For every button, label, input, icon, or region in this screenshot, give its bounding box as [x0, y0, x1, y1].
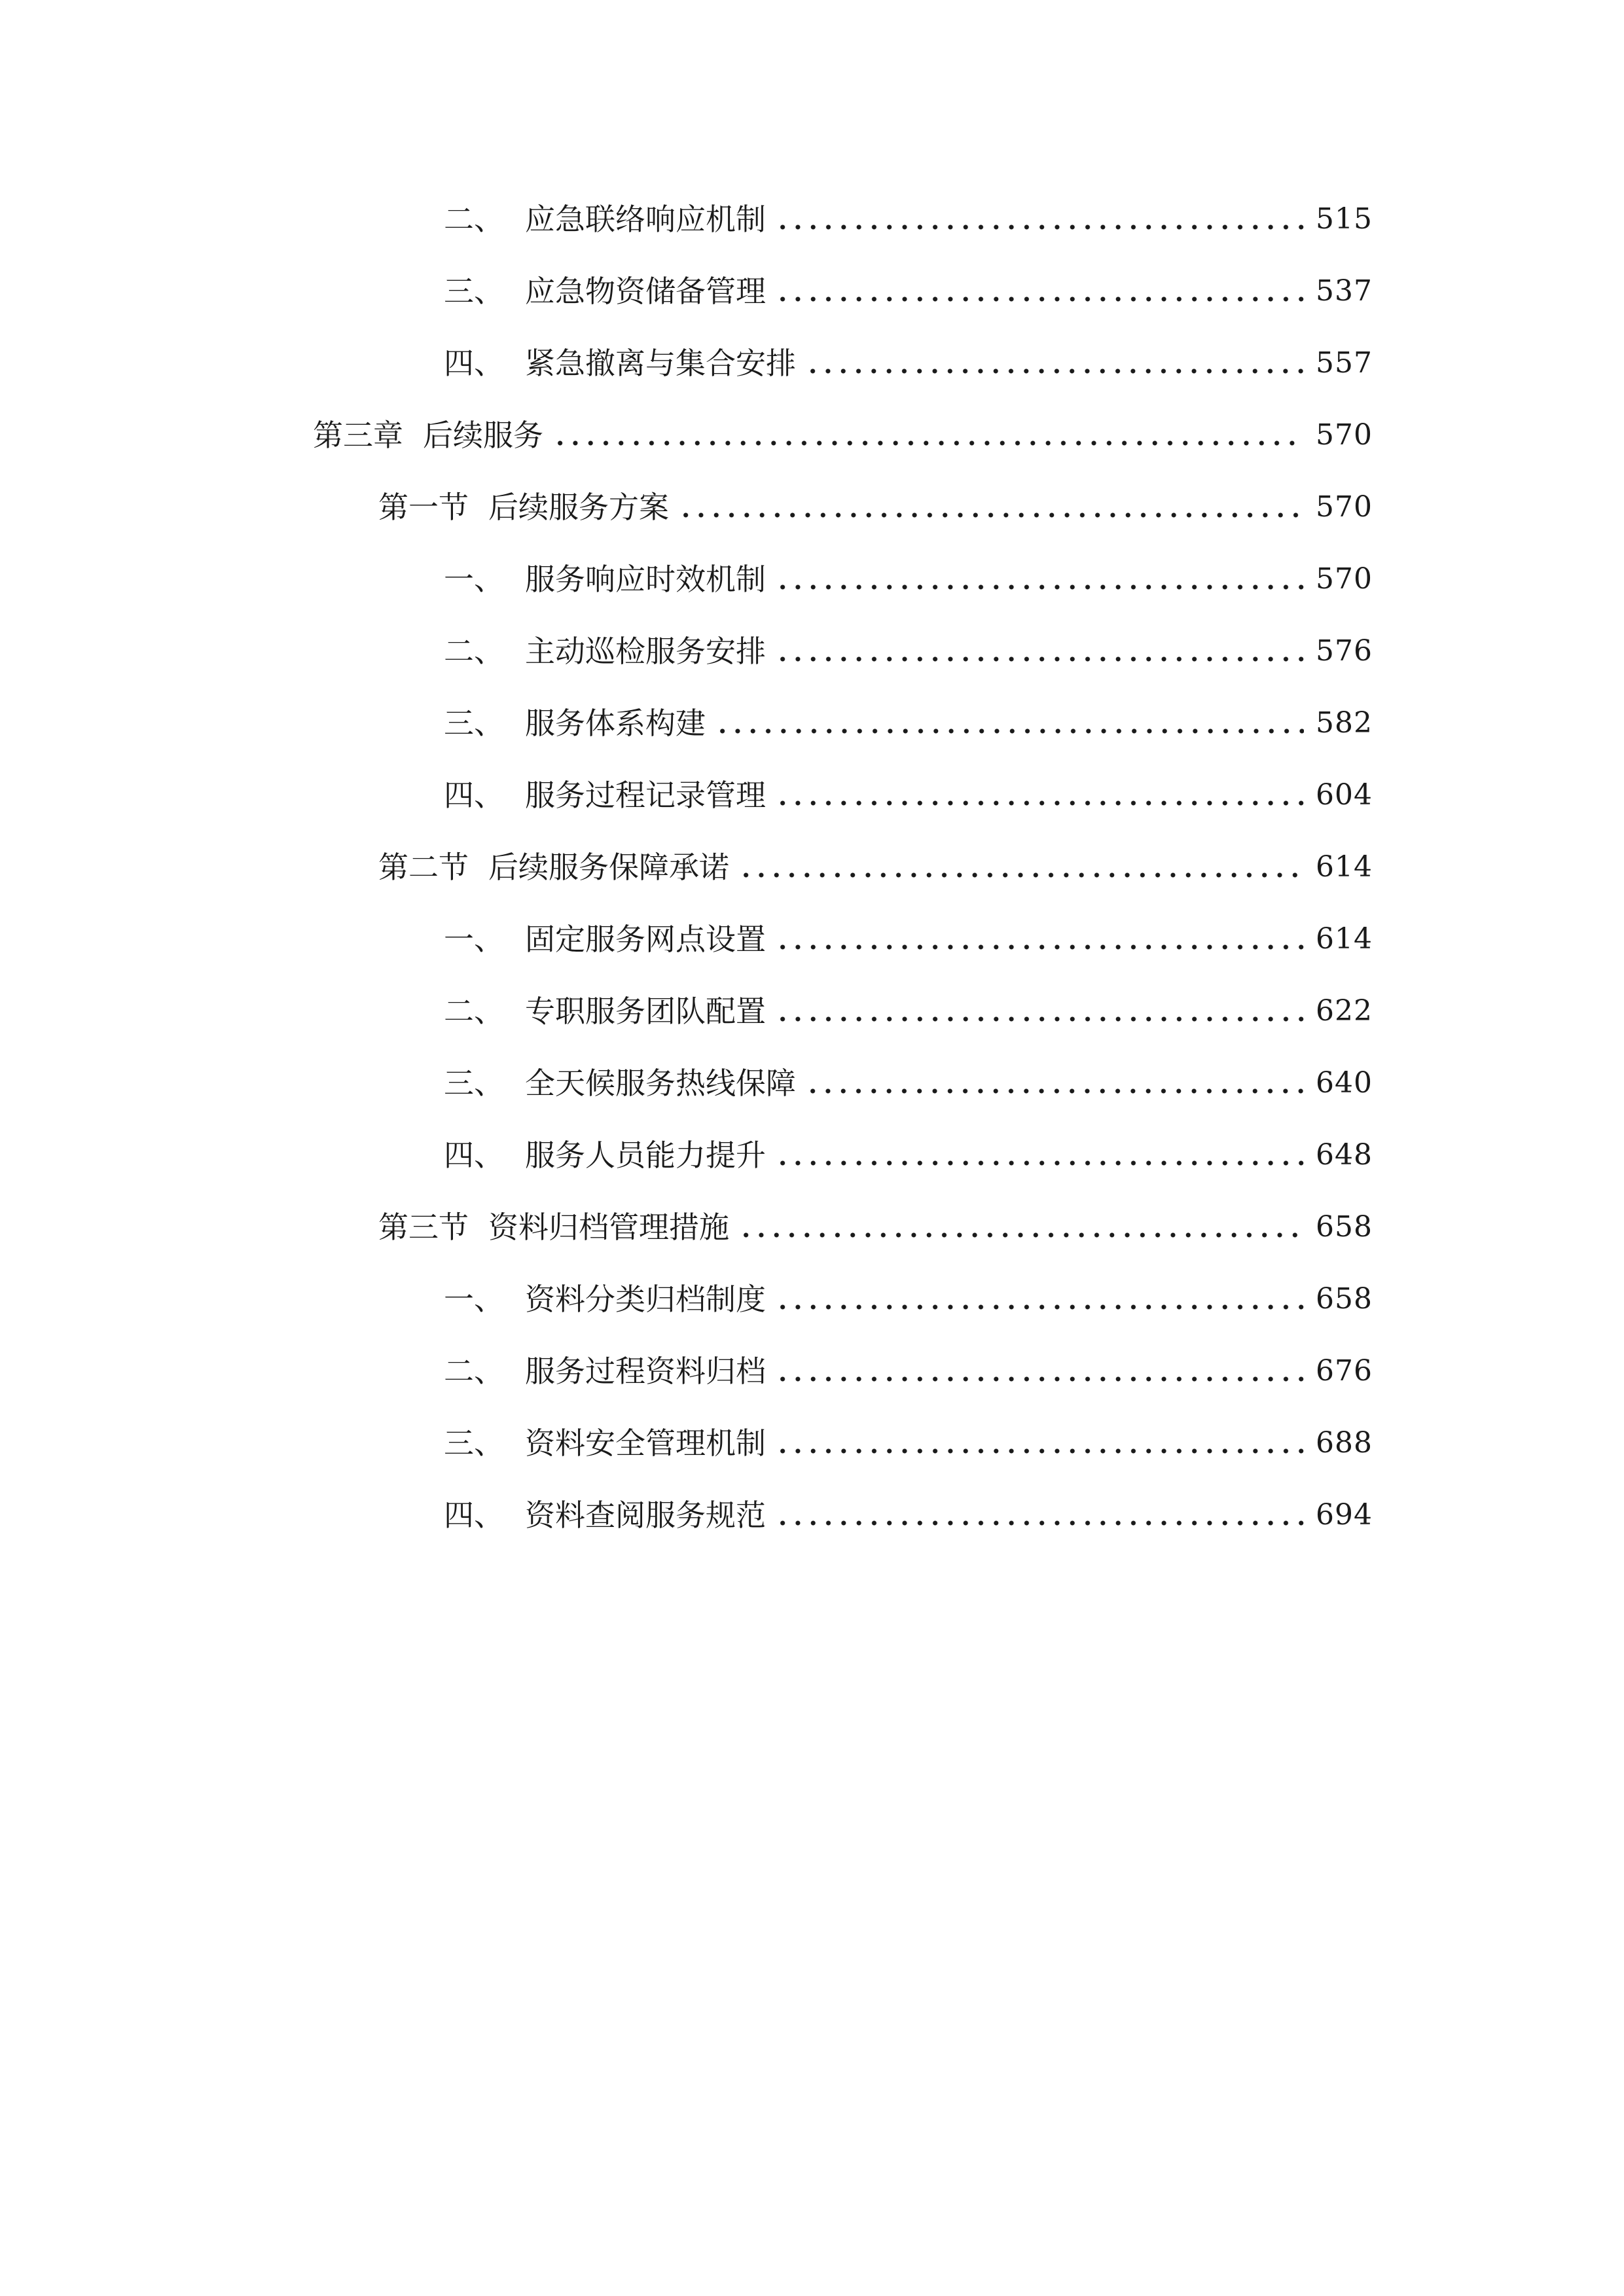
toc-entry[interactable]	[444, 985, 1373, 1037]
toc-entry-page-number: 658	[1316, 1282, 1373, 1316]
toc-entry-section[interactable]	[378, 841, 1373, 893]
toc-entry[interactable]	[444, 1345, 1373, 1397]
toc-entry-page-number: 614	[1316, 850, 1373, 884]
toc-entry-title: 紧急撤离与集合安排	[525, 346, 796, 381]
toc-entry-number: 二、	[444, 202, 504, 237]
dot-leader	[775, 1345, 1304, 1397]
toc-entry[interactable]	[444, 1489, 1373, 1541]
dot-leader	[738, 1201, 1304, 1253]
toc-entry-title: 后续服务方案	[488, 490, 669, 525]
toc-entry-number: 二、	[444, 1354, 504, 1389]
toc-entry-page-number: 614	[1316, 922, 1373, 956]
toc-entry-page-number: 582	[1316, 706, 1373, 740]
toc-entry[interactable]	[444, 337, 1373, 389]
dot-leader	[775, 1129, 1304, 1181]
dot-leader	[805, 1057, 1304, 1109]
toc-entry-number: 四、	[444, 778, 504, 813]
toc-entry-page-number: 576	[1316, 634, 1373, 668]
toc-entry-page-number: 570	[1316, 562, 1373, 596]
toc-entry-page-number: 570	[1316, 490, 1373, 524]
toc-entry[interactable]	[444, 769, 1373, 821]
toc-entry[interactable]	[444, 1417, 1373, 1469]
dot-leader	[775, 1417, 1304, 1469]
toc-entry[interactable]	[444, 625, 1373, 677]
toc-entry-title: 服务人员能力提升	[525, 1138, 766, 1173]
toc-entry-title: 全天候服务热线保障	[525, 1066, 796, 1101]
toc-entry-number: 第一节	[378, 490, 469, 525]
dot-leader	[775, 1489, 1304, 1541]
toc-entry-page-number: 640	[1316, 1066, 1373, 1100]
toc-entry-section[interactable]	[378, 1201, 1373, 1253]
toc-entry[interactable]	[444, 1129, 1373, 1181]
dot-leader	[775, 193, 1304, 245]
toc-entry-page-number: 658	[1316, 1210, 1373, 1244]
dot-leader	[775, 769, 1304, 821]
toc-entry-section[interactable]	[378, 481, 1373, 533]
toc-entry-chapter[interactable]	[313, 409, 1373, 461]
dot-leader	[775, 625, 1304, 677]
dot-leader	[775, 1273, 1304, 1325]
toc-entry-number: 第三章	[313, 418, 403, 453]
toc-entry-number: 四、	[444, 346, 504, 381]
toc-entry-number: 一、	[444, 562, 504, 597]
toc-entry-title: 服务体系构建	[525, 706, 706, 741]
toc-entry-page-number: 676	[1316, 1354, 1373, 1388]
toc-entry-number: 四、	[444, 1138, 504, 1173]
toc-entry-page-number: 515	[1316, 202, 1373, 236]
dot-leader	[775, 985, 1304, 1037]
toc-entry-title: 主动巡检服务安排	[525, 634, 766, 669]
toc-entry[interactable]	[444, 193, 1373, 245]
toc-entry-title: 后续服务保障承诺	[488, 850, 729, 885]
toc-entry[interactable]	[444, 265, 1373, 317]
toc-entry-page-number: 688	[1316, 1426, 1373, 1460]
dot-leader	[738, 841, 1304, 893]
toc-entry-page-number: 557	[1316, 346, 1373, 380]
toc-entry-title: 资料分类归档制度	[525, 1282, 766, 1317]
dot-leader	[678, 481, 1304, 533]
toc-entry-number: 四、	[444, 1498, 504, 1533]
toc-entry-title: 资料安全管理机制	[525, 1426, 766, 1461]
toc-entry-number: 第三节	[378, 1210, 469, 1245]
toc-entry-title: 资料查阅服务规范	[525, 1498, 766, 1533]
dot-leader	[775, 265, 1304, 317]
toc-entry[interactable]	[444, 913, 1373, 965]
dot-leader	[715, 697, 1304, 749]
toc-entry-page-number: 604	[1316, 778, 1373, 812]
dot-leader	[775, 553, 1304, 605]
toc-entry-title: 服务过程记录管理	[525, 778, 766, 813]
toc-entry-title: 后续服务	[423, 418, 543, 453]
toc-entry[interactable]	[444, 697, 1373, 749]
toc-entry-page-number: 694	[1316, 1498, 1373, 1532]
toc-entry[interactable]	[444, 553, 1373, 605]
toc-entry-title: 应急物资储备管理	[525, 274, 766, 309]
toc-entry-page-number: 570	[1316, 418, 1373, 452]
toc-entry-number: 第二节	[378, 850, 469, 885]
toc-entry-number: 三、	[444, 1066, 504, 1101]
toc-entry-number: 二、	[444, 994, 504, 1029]
toc-entry-number: 三、	[444, 706, 504, 741]
toc-entry-title: 服务响应时效机制	[525, 562, 766, 597]
dot-leader	[775, 913, 1304, 965]
toc-entry-number: 一、	[444, 1282, 504, 1317]
toc-entry-page-number: 537	[1316, 274, 1373, 308]
toc-entry-title: 服务过程资料归档	[525, 1354, 766, 1389]
dot-leader	[805, 337, 1304, 389]
toc-entry-number: 一、	[444, 922, 504, 957]
toc-entry-number: 二、	[444, 634, 504, 669]
toc-entry-title: 资料归档管理措施	[488, 1210, 729, 1245]
toc-entry-number: 三、	[444, 1426, 504, 1461]
toc-entry-page-number: 648	[1316, 1138, 1373, 1172]
toc-entry-title: 应急联络响应机制	[525, 202, 766, 237]
dot-leader	[552, 409, 1304, 461]
toc-entry-title: 固定服务网点设置	[525, 922, 766, 957]
toc-entry-number: 三、	[444, 274, 504, 309]
toc-entry-title: 专职服务团队配置	[525, 994, 766, 1029]
toc-entry[interactable]	[444, 1273, 1373, 1325]
toc-entry-page-number: 622	[1316, 994, 1373, 1028]
toc-entry[interactable]	[444, 1057, 1373, 1109]
